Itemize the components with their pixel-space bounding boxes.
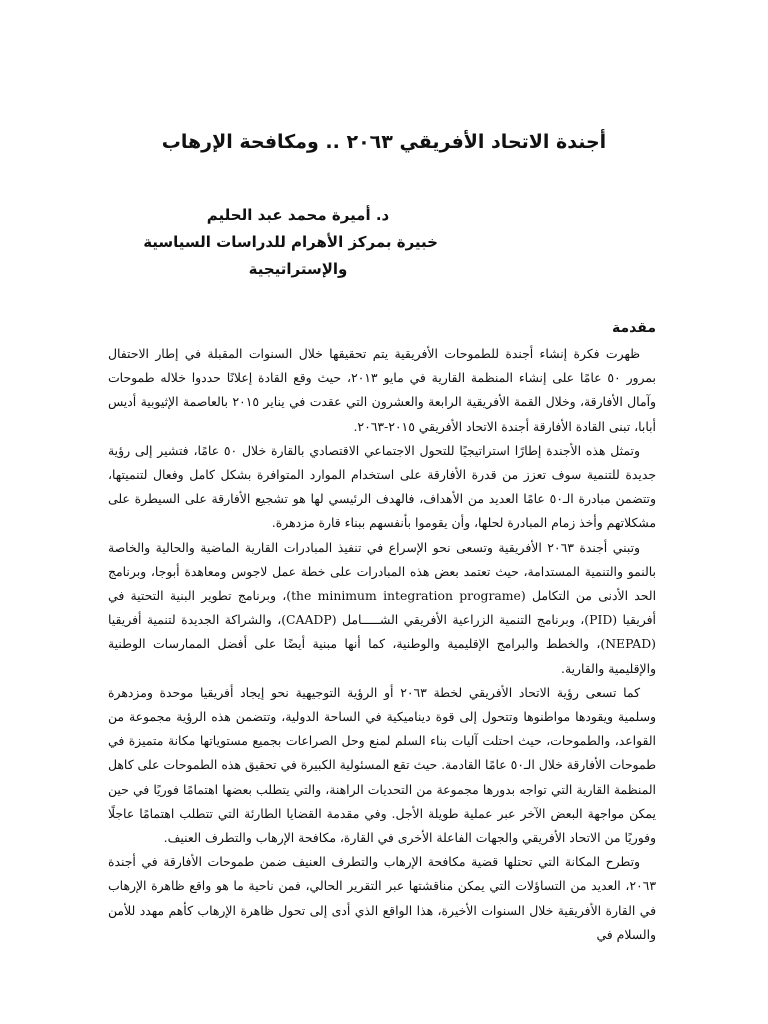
author-name: د. أميرة محمد عبد الحليم [206, 206, 390, 224]
author-block [143, 202, 438, 283]
paragraph: ظهرت فكرة إنشاء أجندة للطموحات الأفريقية يتم تحقيقها خلال السنوات المقبلة في إطار الاحتفال بمرور ٥٠ عامًا على إنشاء المنظمة القارية في مايو ٢٠١٣، حيث وقع القادة إعلانًا حددوا خلاله طموحات وآمال الأفارقة، وخلال القمة الأفريقية الرابعة والعشرون التي عقدت في يناير ٢٠١٥ بالعاصمة الإثيوبية أديس أبابا، تبنى القادة الأفارقة أجندة الاتحاد الأفريقي ٢٠١٥-٢٠٦٣. [108, 346, 657, 434]
author-affiliation: خبيرة بمركز الأهرام للدراسات السياسية [143, 233, 438, 251]
author-affiliation-continued: والإستراتيجية [248, 260, 348, 278]
document-title: أجندة الاتحاد الأفريقي ٢٠٦٣ .. ومكافحة الإرهاب [161, 131, 607, 153]
body-text [108, 342, 656, 947]
section-heading: مقدمة [612, 320, 656, 336]
paragraph: وتطرح المكانة التي تحتلها قضية مكافحة الإرهاب والتطرف العنيف ضمن طموحات الأفارقة في أجندة ٢٠٦٣، العديد من التساؤلات التي يمكن مناقشتها عبر التقرير الحالي، فمن ناحية ما هو واقع ظاهرة الإرهاب في القارة الأفريقية خلال السنوات الأخيرة، هذا الواقع الذي أدى إلى تحول ظاهرة الإرهاب كأهم مهدد للأمن والسلام في [108, 854, 656, 942]
paragraph: وتبني أجندة ٢٠٦٣ الأفريقية وتسعى نحو الإسراع في تنفيذ المبادرات القارية الماضية والحالية والخاصة بالنمو والتنمية المستدامة، حيث تعتمد بعض هذه المبادرات على خطة عمل لاجوس ومعاهدة أبوجا، وبرنامج الحد الأدنى من التكامل (the minimum integration programe)، وبرنامج تطوير البنية التحتية في أفريقيا (PID)، وبرنامج التنمية الزراعية الأفريقي الشـــــامل (CAADP)، والشراكة الجديدة لتنمية أفريقيا (NEPAD)، والخطط والبرامج الإقليمية والوطنية، كما أنها مبنية أيضًا على أفضل الممارسات الوطنية والإقليمية والقارية. [108, 539, 657, 676]
paragraph: كما تسعى رؤية الاتحاد الأفريقي لخطة ٢٠٦٣ أو الرؤية التوجيهية نحو إيجاد أفريقيا موحدة ومزدهرة وسلمية ويقودها مواطنوها وتتحول إلى قوة ديناميكية في الساحة الدولية، وتتضمن هذه الرؤية مجموعة من القواعد، والطموحات، حيث احتلت آليات بناء السلم لمنع وحل الصراعات بجميع مستوياتها مكانة متميزة في طموحات الأفارقة خلال الـ٥٠ عامًا القادمة. حيث تقع المسئولية الكبيرة في تحقيق هذه الطموحات على كاهل المنظمة القارية التي تواجه بدورها مجموعة من التحديات الراهنة، والتي يتطلب بعضها اهتمامًا فوريًا في حين يمكن مواجهة البعض الآخر عبر عملية طويلة الأجل. وفي مقدمة القضايا الطارئة التي تتطلب اهتمامًا عاجلًا وفوريًا من الاتحاد الأفريقي والجهات الفاعلة الأخرى في القارة، مكافحة الإرهاب والتطرف العنيف. [108, 684, 656, 846]
paragraph: وتمثل هذه الأجندة إطارًا استراتيجيًا للتحول الاجتماعي الاقتصادي بالقارة خلال ٥٠ عامًا، فتشير إلى رؤية جديدة للتنمية سوف تعزز من قدرة الأفارقة على استخدام الموارد المتوافرة بشكل كامل وفعال لتنميتها، وتتضمن مبادرة الـ٥٠ عامًا العديد من الأهداف، فالهدف الرئيسي لها هو تشجيع الأفارقة على السيطرة على مشكلاتهم وأخذ زمام المبادرة لحلها، وأن يقوموا بأنفسهم ببناء قارة مزدهرة. [108, 442, 656, 531]
